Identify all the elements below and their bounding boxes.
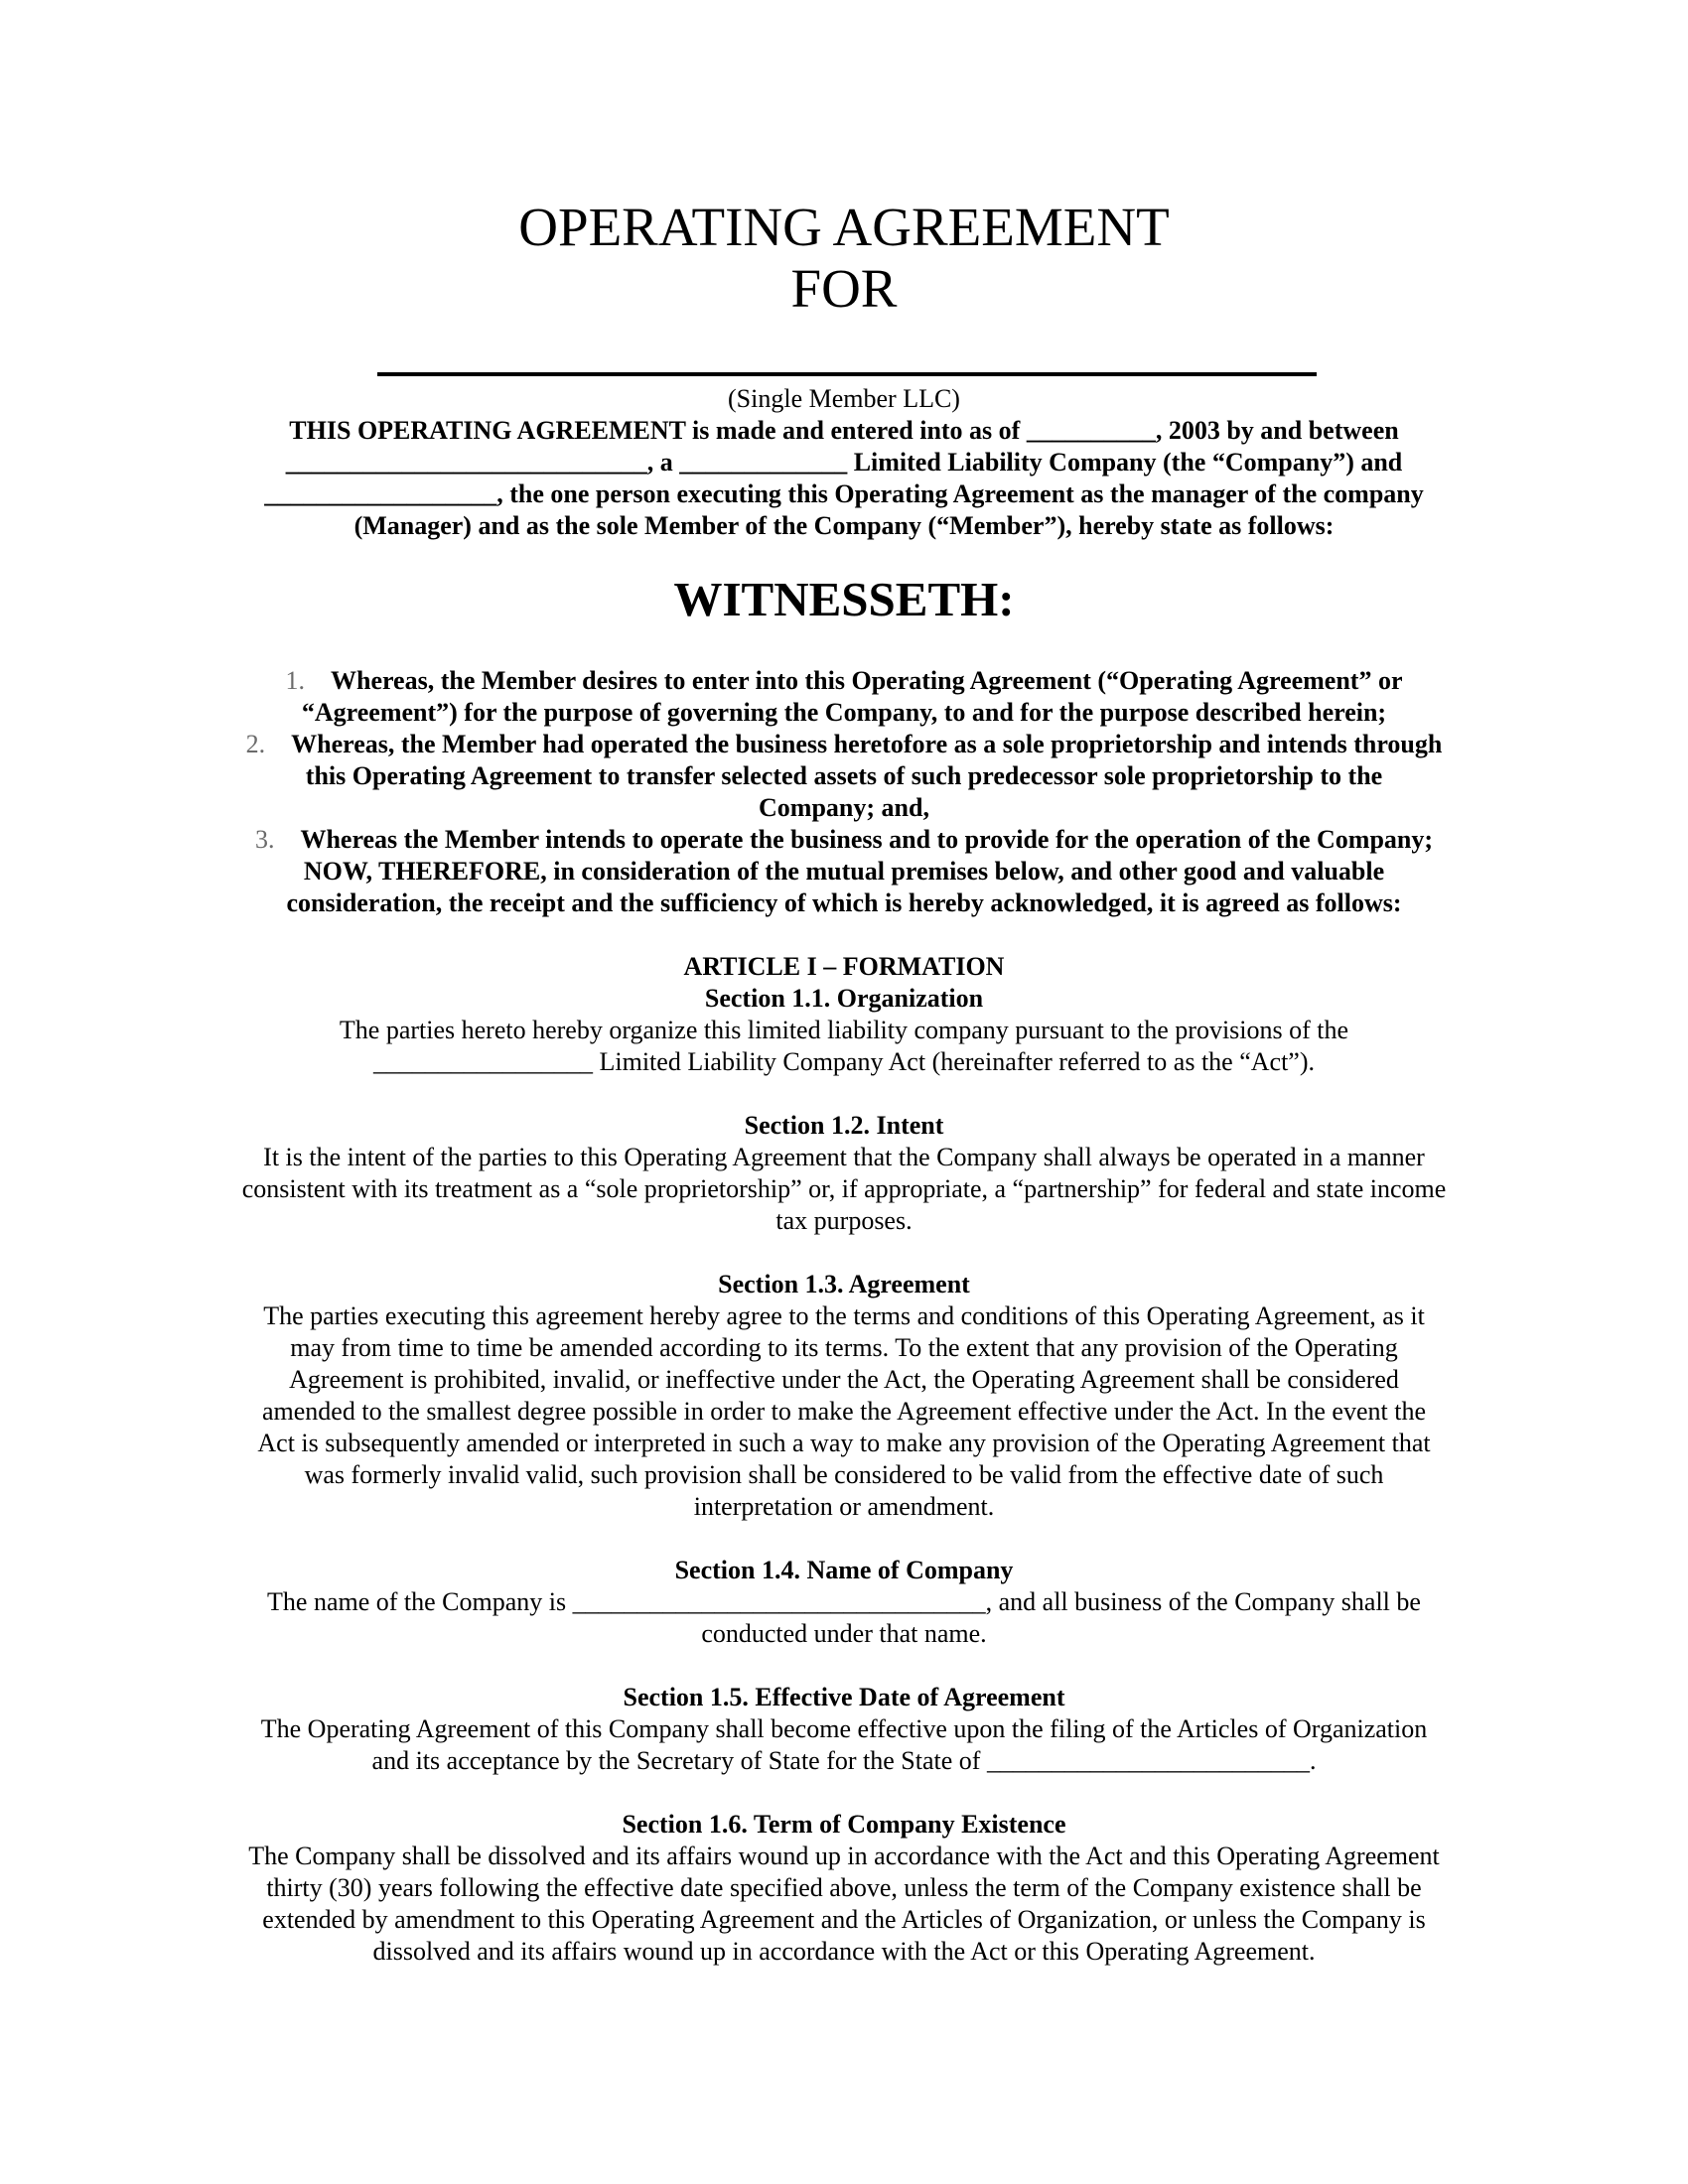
- recital-1-line-1: 1. Whereas, the Member desires to enter into this Operating Agreement (“Operating Agreement” or: [285, 666, 1403, 695]
- section-title: Section 1.4. Name of Company: [674, 1556, 1014, 1584]
- section-title: Section 1.3. Agreement: [718, 1270, 970, 1298]
- recital-number: 1.: [285, 666, 305, 695]
- recital-number: 2.: [245, 730, 266, 758]
- section-text-line: was formerly invalid valid, such provision shall be considered to be valid from the effective date of such: [304, 1460, 1384, 1489]
- section-text-line: _________________ Limited Liability Company Act (hereinafter referred to as the “Act”).: [373, 1047, 1315, 1076]
- section-text-line: interpretation or amendment.: [693, 1492, 995, 1521]
- section-text-line: The Operating Agreement of this Company shall become effective upon the filing of the Articles of Organization: [260, 1714, 1428, 1743]
- document-title-line-2: FOR: [790, 258, 898, 319]
- section-text-line: The Company shall be dissolved and its affairs wound up in accordance with the Act and this Operating Agreement: [248, 1842, 1440, 1870]
- therefore-line-2: consideration, the receipt and the sufficiency of which is hereby acknowledged, it is agreed as follows:: [286, 888, 1402, 917]
- company-name-blank-line: [377, 372, 1317, 376]
- section-title: Section 1.5. Effective Date of Agreement: [623, 1683, 1065, 1711]
- section-text-line: and its acceptance by the Secretary of State for the State of _________________________.: [371, 1746, 1317, 1775]
- preamble-line-2: ____________________________, a _____________ Limited Liability Company (the “Company”) and: [285, 448, 1403, 477]
- preamble-line-4: (Manager) and as the sole Member of the Company (“Member”), hereby state as follows:: [353, 511, 1335, 540]
- section-text-line: may from time to time be amended according to its terms. To the extent that any provision of the Operating: [290, 1333, 1398, 1362]
- section-text-line: conducted under that name.: [701, 1619, 987, 1648]
- section-text-line: dissolved and its affairs wound up in accordance with the Act or this Operating Agreement.: [372, 1937, 1316, 1966]
- document-title-line-1: OPERATING AGREEMENT: [518, 197, 1170, 257]
- section-text-line: extended by amendment to this Operating Agreement and the Articles of Organization, or unless the Company is: [262, 1905, 1426, 1934]
- section-text-line: The parties hereto hereby organize this limited liability company pursuant to the provisions of the: [339, 1016, 1349, 1044]
- article-heading: ARTICLE I – FORMATION: [683, 952, 1005, 981]
- preamble-line-3: __________________, the one person executing this Operating Agreement as the manager of the company: [264, 479, 1424, 508]
- preamble-line-1: THIS OPERATING AGREEMENT is made and entered into as of __________, 2003 by and between: [289, 416, 1399, 445]
- section-title: Section 1.1. Organization: [704, 984, 984, 1013]
- recital-number: 3.: [254, 825, 275, 854]
- recital-1-line-2: “Agreement”) for the purpose of governing the Company, to and for the purpose described herein;: [301, 698, 1387, 727]
- section-title: Section 1.6. Term of Company Existence: [622, 1810, 1066, 1839]
- document-subtitle: (Single Member LLC): [728, 384, 960, 413]
- section-text-line: Act is subsequently amended or interpreted in such a way to make any provision of the Operating Agreement that: [257, 1429, 1431, 1457]
- witnesseth-heading: WITNESSETH:: [673, 572, 1015, 626]
- section-text-line: The name of the Company is ________________________________, and all business of the Company shall be: [267, 1587, 1421, 1616]
- section-text-line: thirty (30) years following the effective date specified above, unless the term of the Company existence shall be: [266, 1873, 1422, 1902]
- therefore-line-1: NOW, THEREFORE, in consideration of the mutual premises below, and other good and valuable: [303, 857, 1385, 886]
- recital-3-line-1: 3. Whereas the Member intends to operate the business and to provide for the operation of the Company;: [254, 825, 1434, 854]
- section-text-line: tax purposes.: [775, 1206, 913, 1235]
- recital-2-line-2: this Operating Agreement to transfer selected assets of such predecessor sole proprietorship to the: [305, 761, 1383, 790]
- section-text-line: The parties executing this agreement hereby agree to the terms and conditions of this Operating Agreement, as it: [263, 1301, 1425, 1330]
- section-text-line: It is the intent of the parties to this Operating Agreement that the Company shall always be operated in a manner: [263, 1143, 1425, 1171]
- section-text-line: consistent with its treatment as a “sole proprietorship” or, if appropriate, a “partnership” for federal and state income: [241, 1174, 1447, 1203]
- recital-2-line-1: 2. Whereas, the Member had operated the business heretofore as a sole proprietorship and intends through: [245, 730, 1443, 758]
- section-text-line: amended to the smallest degree possible in order to make the Agreement effective under the Act. In the event the: [262, 1397, 1426, 1426]
- section-text-line: Agreement is prohibited, invalid, or ineffective under the Act, the Operating Agreement shall be considered: [289, 1365, 1399, 1394]
- recital-2-line-3: Company; and,: [759, 793, 929, 822]
- section-title: Section 1.2. Intent: [744, 1111, 944, 1140]
